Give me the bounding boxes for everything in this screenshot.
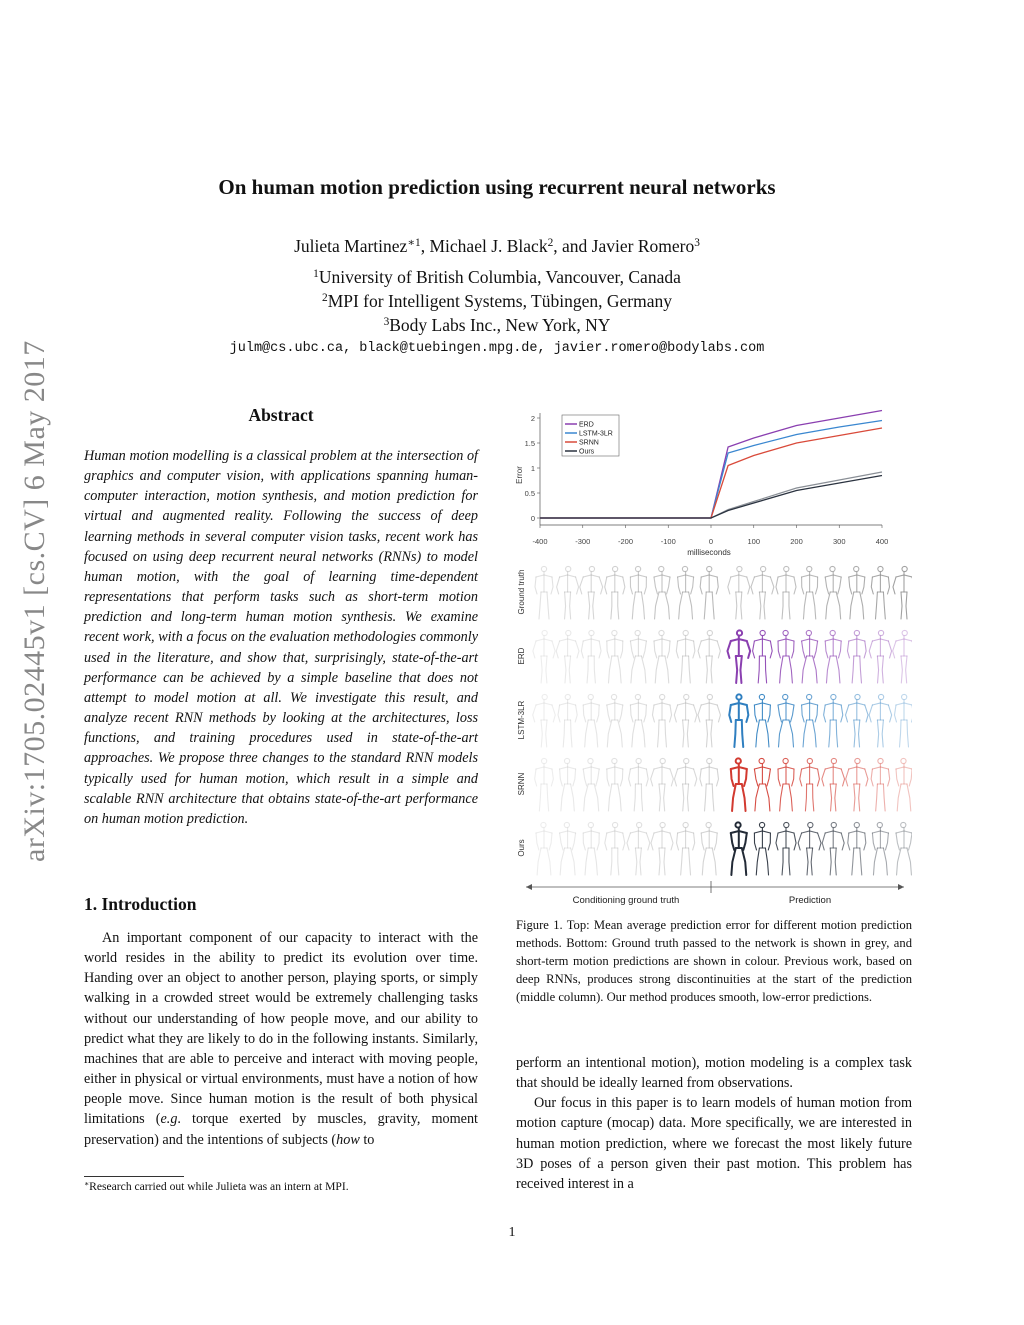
stick-figure — [847, 630, 866, 683]
stick-figure — [894, 694, 912, 747]
stick-figure — [583, 758, 599, 811]
intro-paragraph — [84, 928, 478, 1150]
stick-figure — [700, 758, 719, 811]
stick-figure — [560, 758, 576, 811]
stick-figure — [776, 822, 796, 875]
stick-figure — [872, 822, 888, 875]
y-axis-label: Error — [515, 466, 524, 484]
author-list: Julieta Martinez$^{∗1}$, Michael J. Black$^2$, and Javier Romero$^3$ — [294, 236, 700, 256]
stick-figure — [896, 822, 912, 875]
stick-figure — [651, 822, 673, 875]
conditioning-label: Conditioning ground truth — [572, 895, 680, 906]
pose-rows — [517, 566, 912, 875]
affiliation-num: 1 — [313, 267, 319, 280]
stick-figure — [580, 566, 603, 619]
stick-figure — [605, 822, 625, 875]
stick-figure — [607, 694, 623, 747]
stick-figure — [825, 630, 841, 683]
stick-figure — [533, 630, 555, 683]
intro-text: to — [359, 1131, 375, 1148]
stick-figure — [654, 630, 670, 683]
stick-figure — [630, 566, 646, 619]
stick-figure — [630, 630, 646, 683]
stick-figure — [731, 822, 747, 875]
stick-figure — [678, 566, 694, 619]
stick-figure — [605, 566, 625, 619]
legend-label: LSTM-3LR — [579, 430, 613, 438]
footnote-mark: ∗ — [84, 1178, 90, 1188]
affiliation-num: 3 — [383, 315, 390, 328]
stick-figure — [729, 694, 748, 747]
affiliation-text: Body Labs Inc., New York, NY — [389, 315, 611, 335]
stick-figure — [701, 822, 717, 875]
stick-figure — [731, 758, 747, 811]
affiliation — [100, 315, 894, 336]
intro-italic: how — [336, 1131, 360, 1148]
pose-row — [517, 822, 912, 875]
stick-figure — [627, 822, 650, 875]
affiliation-text: MPI for Intelligent Systems, Tübingen, Germany — [327, 291, 672, 311]
figure-1 — [512, 405, 912, 910]
x-tick-label: -200 — [617, 537, 634, 546]
stick-figure — [727, 630, 750, 683]
intro-text: An important component of our capacity to interact with the world resides in the ability to predict its evolution over time. Handing over an object to another person, playing sports, or simply walking in a crowded street would be extremely challenging tasks without our understanding of how people move, and our ability to predict what they are likely to do in the following instants. Similarly, machines that are able to perceive and interact with moving people, either in physical or virtual environments, must have a notion of how people move. Since human motion is the result of both physical limitations ( — [84, 930, 478, 1128]
stick-figure — [629, 758, 649, 811]
affiliation — [100, 291, 894, 312]
arxiv-stamp: arXiv:1705.02445v1 [cs.CV] 6 May 2017 — [18, 340, 51, 862]
author-name: Julieta Martinez — [294, 236, 408, 256]
x-tick-label: -400 — [532, 537, 548, 546]
stick-figure — [536, 822, 552, 875]
stick-figure — [674, 758, 696, 811]
stick-figure — [698, 694, 721, 747]
stick-figure — [674, 694, 696, 747]
y-tick-label: 0.5 — [524, 489, 535, 498]
page-number: 1 — [508, 1225, 516, 1240]
stick-figure — [802, 630, 818, 683]
stick-figure — [800, 758, 820, 811]
stick-figure — [581, 630, 601, 683]
author-name: Michael J. Black — [429, 236, 548, 256]
pose-row-label: Ours — [517, 839, 526, 857]
stick-figure — [824, 694, 843, 747]
email-list: julm@cs.ubc.ca, black@tuebingen.mpg.de, javier.romero@bodylabs.com — [229, 341, 765, 356]
legend-label: Ours — [579, 448, 595, 456]
stick-figure — [533, 694, 556, 747]
stick-figure — [871, 758, 890, 811]
y-tick-label: 1.5 — [524, 439, 535, 448]
y-tick-label: 2 — [530, 414, 535, 423]
stick-figure — [557, 566, 579, 619]
stick-figure — [778, 694, 794, 747]
stick-figure — [558, 694, 577, 747]
x-tick-label: -100 — [660, 537, 676, 546]
stick-figure — [778, 630, 794, 683]
stick-figure — [583, 822, 599, 875]
figure-caption: Figure 1. Top: Mean average prediction error for different motion prediction methods. Bottom: Ground truth passed to the network is shown in grey, and short-term motion predictions are shown in colour. Previous work, based on deep RNNs, produces strong discontinuities at the start of the prediction (middle column). Our method produces smooth, low-error predictions. — [516, 918, 912, 1005]
prediction-label: Prediction — [788, 895, 832, 906]
intro-text: . torque exerted by muscles, gravity, moment preservation) and the intentions of subjects ( — [84, 1111, 478, 1148]
pose-row-label: LSTM-3LR — [517, 700, 526, 740]
stick-figure — [700, 566, 718, 619]
affiliation-text: University of British Columbia, Vancouver, Canada — [318, 267, 681, 287]
author-mark: 2 — [547, 236, 554, 249]
x-axis-label: milliseconds — [687, 548, 731, 557]
stick-figure — [651, 758, 674, 811]
stick-figure — [802, 694, 818, 747]
abstract-heading: Abstract — [248, 405, 314, 425]
stick-figure — [822, 822, 844, 875]
stick-figure — [754, 694, 770, 747]
stick-figure — [676, 630, 695, 683]
stick-figure — [825, 566, 841, 619]
paper-title: On human motion prediction using recurrent neural networks — [218, 175, 776, 199]
stick-figure — [654, 566, 670, 619]
stick-figure — [849, 566, 865, 619]
pose-row-label: Ground truth — [517, 569, 526, 615]
y-tick-label: 0 — [530, 514, 535, 523]
stick-figure — [822, 758, 845, 811]
stick-figure — [652, 694, 671, 747]
author-mark: ∗1 — [407, 236, 421, 249]
x-tick-label: 200 — [790, 537, 803, 546]
stick-figure — [776, 566, 796, 619]
y-tick-label: 1 — [530, 464, 535, 473]
right-paragraph: perform an intentional motion), motion modeling is a complex task that should be ideally learned from observations. — [516, 1055, 912, 1092]
stick-figure — [607, 630, 623, 683]
stick-figure — [630, 694, 646, 747]
stick-figure — [751, 566, 774, 619]
stick-figure — [754, 822, 770, 875]
stick-figure — [896, 758, 912, 811]
stick-figure — [607, 758, 623, 811]
pose-row-label: SRNN — [517, 772, 526, 796]
error-chart — [515, 411, 888, 558]
stick-figure — [535, 758, 554, 811]
stick-figure — [869, 694, 891, 747]
chart-legend — [562, 415, 619, 456]
stick-figure — [846, 694, 869, 747]
legend-label: ERD — [579, 421, 594, 429]
pose-row-label: ERD — [517, 647, 526, 665]
stick-figure — [893, 566, 912, 619]
stick-figure — [848, 822, 866, 875]
stick-figure — [846, 758, 868, 811]
stick-figure — [869, 630, 891, 683]
footnote-rule — [84, 1176, 184, 1177]
x-tick-label: -300 — [575, 537, 591, 546]
stick-figure — [893, 630, 912, 683]
stick-figure — [753, 630, 773, 683]
stick-figure — [754, 758, 770, 811]
affiliation — [100, 267, 894, 288]
stick-figure — [778, 758, 794, 811]
series-line-grey — [540, 472, 882, 518]
stick-figure — [698, 630, 720, 683]
pose-row — [517, 694, 912, 747]
abstract-text: Human motion modelling is a classical problem at the intersection of graphics and computer vision, with applications spanning human-computer interaction, motion synthesis, and motion prediction for virtual and augmented reality. Following the success of deep learning methods in several computer vision tasks, recent work has focused on using deep recurrent neural networks (RNNs) to model human motion, with the goal of learning time-dependent representations that perform tasks such as short-term motion prediction and long-term human motion synthesis. We examine recent work, with a focus on the evaluation methodologies commonly used in the literature, and show that, surprisingly, state-of-the-art performance can be achieved by a simple baseline that does not attempt to model motion at all. We investigate this result, and analyze recent RNN methods by looking at the architectures, loss functions, and training procedures used in state-of-the-art approaches. We propose three changes to the standard RNN models typically used for human motion, which result in a simple and scalable RNN architecture that obtains state-of-the-art performance on human motion prediction. — [84, 448, 478, 827]
stick-figure — [535, 566, 553, 619]
legend-label: SRNN — [579, 439, 599, 447]
x-tick-label: 100 — [747, 537, 761, 546]
stick-figure — [802, 566, 818, 619]
pose-row — [517, 758, 912, 811]
pose-row — [517, 630, 912, 683]
section-heading: 1. Introduction — [84, 894, 197, 914]
arrow-left-head — [526, 884, 532, 890]
stick-figure — [556, 630, 579, 683]
intro-italic: e.g — [160, 1111, 178, 1128]
stick-figure — [560, 822, 576, 875]
affiliation-num: 2 — [322, 291, 328, 304]
stick-figure — [677, 822, 695, 875]
right-paragraph: Our focus in this paper is to learn models of human motion from motion capture (mocap) data. More specifically, we are interested in human motion prediction, where we forecast the most likely future 3D poses of a person given their past motion. This problem has received interest in a — [516, 1095, 912, 1192]
right-column-body — [516, 1053, 912, 1194]
x-tick-label: 400 — [875, 537, 889, 546]
arrow-right-head — [898, 884, 904, 890]
footnote — [84, 1180, 478, 1193]
author-name: Javier Romero — [591, 236, 695, 256]
stick-figure — [583, 694, 599, 747]
x-tick-label: 300 — [832, 537, 846, 546]
author-mark: 3 — [694, 236, 700, 249]
pose-row — [517, 566, 912, 619]
x-tick-label: 0 — [708, 537, 714, 546]
footnote-text: Research carried out while Julieta was an intern at MPI. — [89, 1180, 349, 1193]
stick-figure — [728, 566, 750, 619]
stick-figure — [871, 566, 889, 619]
stick-figure — [798, 822, 821, 875]
